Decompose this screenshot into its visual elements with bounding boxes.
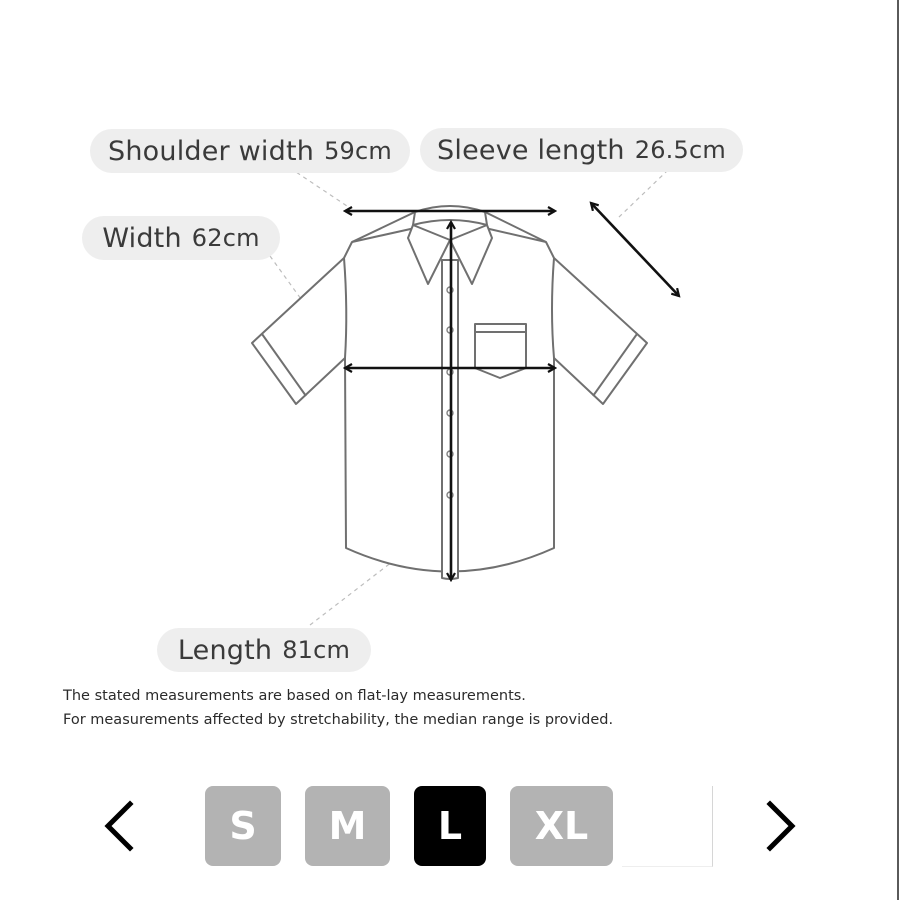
sleeve-arrow — [591, 203, 679, 296]
prev-arrow-button[interactable] — [100, 800, 140, 852]
shirt-outline — [252, 206, 647, 579]
shoulder-width-text: Shoulder width — [108, 135, 315, 167]
next-arrow-button[interactable] — [760, 800, 800, 852]
width-label — [82, 216, 280, 260]
length-value: 81cm — [282, 636, 351, 664]
measurement-note-1: The stated measurements are based on flat-lay measurements. — [63, 688, 526, 704]
measurement-note-2: For measurements affected by stretchability, the median range is provided. — [63, 712, 614, 728]
shoulder-width-value: 59cm — [324, 137, 392, 165]
size-l-button[interactable]: L — [414, 786, 486, 866]
size-xl-button[interactable]: XL — [510, 786, 613, 866]
width-value: 62cm — [191, 224, 260, 252]
chevron-left-icon — [100, 800, 140, 852]
size-s-button[interactable]: S — [205, 786, 281, 866]
width-text: Width — [102, 222, 182, 254]
shoulder-width-label — [90, 129, 410, 173]
size-slot-partial — [622, 786, 713, 867]
size-m-button[interactable]: M — [305, 786, 390, 866]
length-text: Length — [177, 634, 273, 666]
chevron-right-icon — [760, 800, 800, 852]
sleeve-length-label — [420, 128, 743, 172]
length-label — [157, 628, 371, 672]
sleeve-length-value: 26.5cm — [634, 136, 726, 164]
sleeve-length-text: Sleeve length — [437, 134, 625, 166]
